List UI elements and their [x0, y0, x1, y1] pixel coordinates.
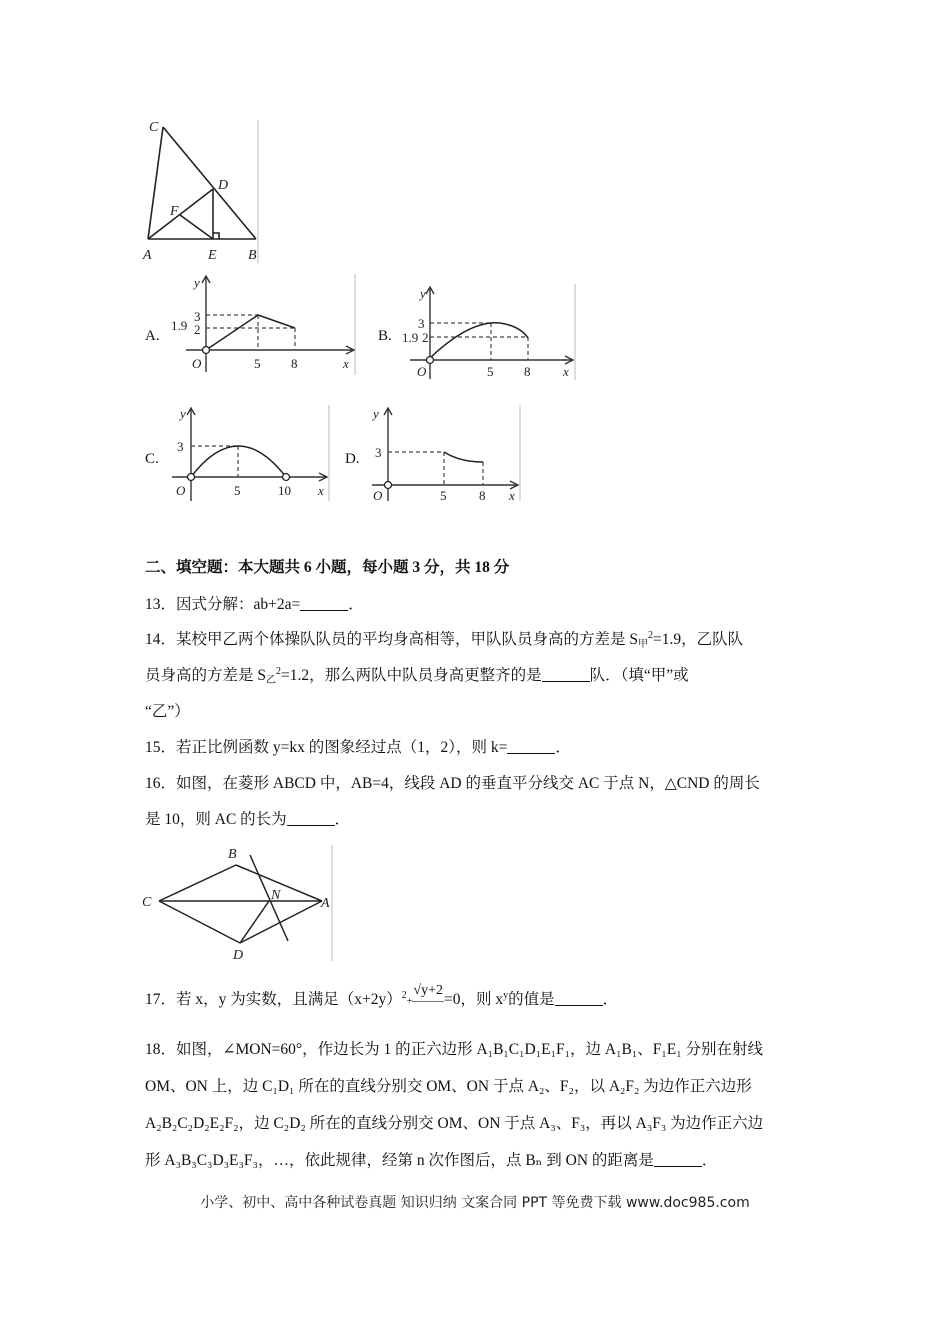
- option-c-label[interactable]: C.: [145, 451, 159, 467]
- svg-text:2: 2: [194, 322, 201, 337]
- figure-triangle: [140, 115, 270, 265]
- svg-text:8: 8: [524, 364, 531, 379]
- option-d-graph: [370, 403, 525, 503]
- svg-text:y: y: [180, 406, 186, 421]
- svg-text:O: O: [192, 356, 202, 371]
- svg-text:3: 3: [177, 439, 184, 454]
- option-b-label[interactable]: B.: [378, 328, 392, 344]
- option-c-graph: [168, 403, 333, 503]
- question-14-line3: “乙”）: [145, 703, 190, 720]
- label-E: E: [208, 248, 217, 263]
- figure-rhombus: [140, 843, 340, 963]
- svg-text:2: 2: [422, 330, 429, 345]
- answer-blank-15[interactable]: [507, 739, 555, 754]
- svg-text:C: C: [142, 895, 152, 910]
- svg-text:x: x: [509, 488, 515, 503]
- label-C: C: [149, 120, 159, 135]
- svg-text:O: O: [176, 483, 186, 498]
- svg-text:x: x: [563, 364, 569, 379]
- svg-text:5: 5: [234, 483, 241, 498]
- svg-text:x: x: [318, 483, 324, 498]
- answer-blank-13[interactable]: [300, 596, 348, 611]
- svg-text:5: 5: [254, 356, 261, 371]
- question-14-line1: 14．某校甲乙两个体操队队员的平均身高相等，甲队队员身高的方差是 $S_甲^2=1.9$，乙队队: [145, 630, 744, 650]
- svg-text:3: 3: [375, 445, 382, 460]
- question-18-line4: 形 A₃B₃C₃D₃E₃F₃，…，依此规律，经第 n 次作图后，点 Bₙ 到 ON 的距离是 ．: [145, 1152, 718, 1169]
- option-d-label[interactable]: D.: [345, 451, 360, 467]
- svg-text:5: 5: [487, 364, 494, 379]
- question-18-line3: A₂B₂C₂D₂E₂F₂，边 C₂D₂ 所在的直线分别交 OM、ON 于点 A₃、F₃，再以 A₃F₃ 为边作正六边: [145, 1115, 764, 1132]
- option-a-label[interactable]: A.: [145, 328, 160, 344]
- sqrt-expression: √y+2: [412, 981, 444, 1002]
- question-18-line2: OM、ON 上，边 C₁D₁ 所在的直线分别交 OM、ON 于点 A₂、F₂，以 A₂F₂ 为边作正六边形: [145, 1078, 752, 1095]
- label-F: F: [170, 204, 179, 219]
- question-17: 17．若 x，y 为实数，且满足$(x+2y)^2+√y+2=0$，则 $x^y$的值是 ．: [145, 983, 619, 1008]
- svg-text:O: O: [373, 488, 383, 503]
- answer-blank-18[interactable]: [654, 1152, 702, 1167]
- footer-ad-text: 小学、初中、高中各种试卷真题 知识归纳 文案合同 PPT 等免费下载 www.doc985.com: [200, 1195, 750, 1211]
- option-a-graph: [168, 272, 358, 377]
- question-16-line1: 16．如图，在菱形 ABCD 中，AB=4，线段 AD 的垂直平分线交 AC 于点 N，△CND 的周长: [145, 775, 760, 792]
- question-14-line2: 员身高的方差是 $S_乙^2=1.2$，那么两队中队员身高更整齐的是 队．（填“甲”或: [145, 666, 689, 686]
- question-16-line2: 是 10，则 AC 的长为 ．: [145, 811, 351, 828]
- svg-text:10: 10: [278, 483, 291, 498]
- svg-text:5: 5: [440, 488, 447, 503]
- label-B: B: [248, 248, 257, 263]
- svg-text:A: A: [321, 896, 330, 911]
- option-b-graph: [400, 282, 578, 382]
- label-D: D: [218, 178, 229, 193]
- svg-text:8: 8: [479, 488, 486, 503]
- svg-text:O: O: [417, 364, 427, 379]
- svg-text:8: 8: [291, 356, 298, 371]
- svg-text:y: y: [420, 286, 426, 301]
- svg-text:1.9: 1.9: [402, 330, 419, 345]
- answer-blank-14[interactable]: [542, 667, 590, 682]
- svg-text:3: 3: [194, 309, 201, 324]
- svg-text:y: y: [373, 406, 379, 421]
- section-heading: 二、填空题：本大题共 6 小题，每小题 3 分，共 18 分: [145, 559, 510, 576]
- svg-text:D: D: [233, 948, 244, 963]
- question-18-line1: 18．如图，∠MON=60°，作边长为 1 的正六边形 A₁B₁C₁D₁E₁F₁，边 A₁B₁、F₁E₁ 分别在射线: [145, 1041, 764, 1058]
- svg-text:N: N: [271, 888, 281, 903]
- svg-text:y: y: [194, 275, 200, 290]
- svg-text:B: B: [228, 847, 237, 862]
- answer-blank-16[interactable]: [287, 811, 335, 826]
- question-13: 13．因式分解：ab+2a= ．: [145, 596, 364, 613]
- svg-text:1.9: 1.9: [171, 318, 188, 333]
- svg-text:x: x: [343, 356, 349, 371]
- label-A: A: [143, 248, 152, 263]
- answer-blank-17[interactable]: [555, 991, 603, 1006]
- question-15: 15．若正比例函数 y=kx 的图象经过点（1，2），则 k= ．: [145, 739, 571, 756]
- svg-text:3: 3: [418, 316, 425, 331]
